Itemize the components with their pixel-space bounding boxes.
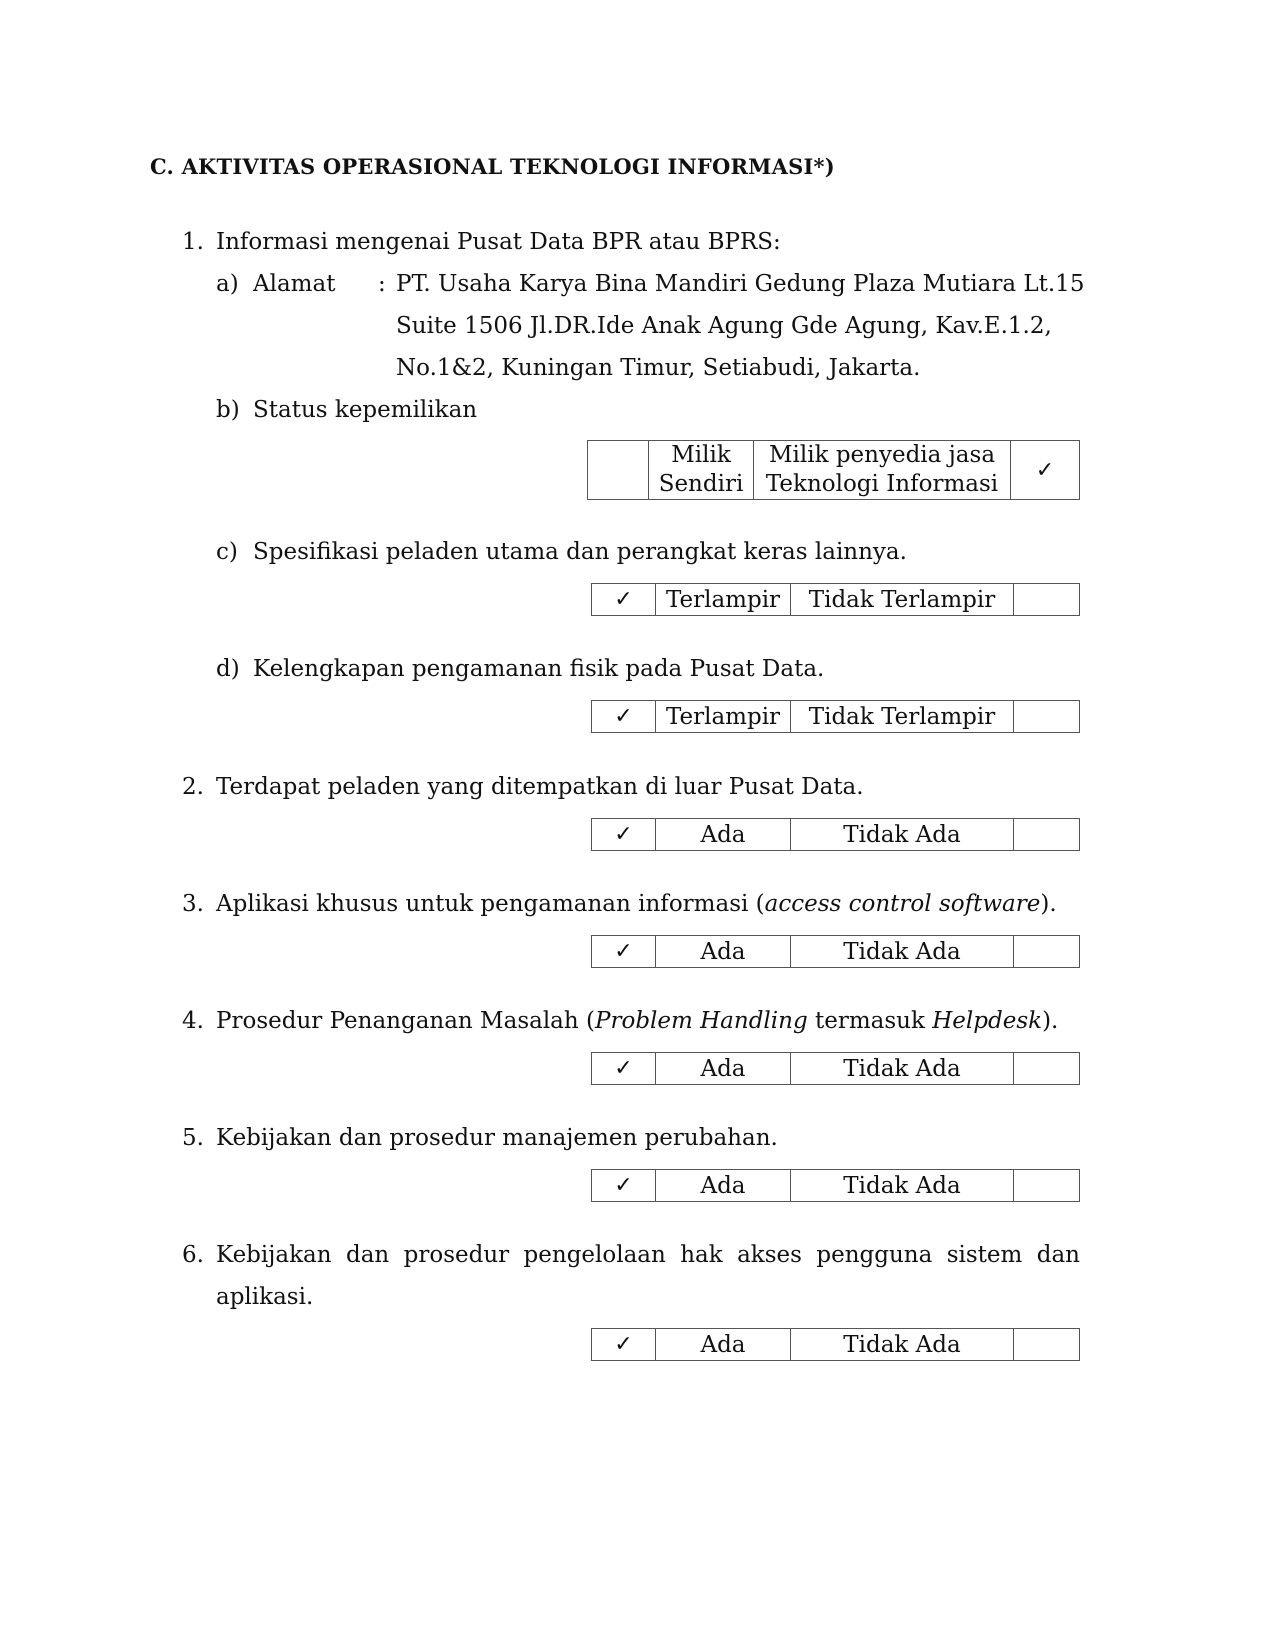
item-2-options-table <box>591 818 1080 851</box>
address-line-3: No.1&2, Kuningan Timur, Setiabudi, Jakarta. <box>396 355 921 381</box>
option-milik-penyedia <box>754 441 1011 500</box>
item-2-text: Terdapat peladen yang ditempatkan di luar Pusat Data. <box>216 774 864 800</box>
text-italic: Problem Handling <box>595 1008 808 1034</box>
item-4-text <box>216 1010 1058 1033</box>
item-1a-colon: : <box>378 271 386 297</box>
option-line: Milik <box>671 442 731 468</box>
section-heading: C. AKTIVITAS OPERASIONAL TEKNOLOGI INFORMASI*) <box>150 154 835 179</box>
item-3-number: 3. <box>182 891 204 917</box>
option-milik-sendiri <box>649 441 754 500</box>
item-6-text-line-2: aplikasi. <box>216 1284 314 1310</box>
item-6-number: 6. <box>182 1242 204 1268</box>
checkbox-tidak-terlampir[interactable] <box>1014 584 1080 616</box>
option-tidak-ada: Tidak Ada <box>791 1329 1014 1361</box>
checkbox-milik-sendiri[interactable] <box>588 441 649 500</box>
option-line: Teknologi Informasi <box>765 471 999 497</box>
checkbox-ada[interactable]: ✓ <box>592 936 656 968</box>
text-italic: Helpdesk <box>932 1008 1043 1034</box>
option-line: Milik penyedia jasa <box>768 442 996 468</box>
item-1-number: 1. <box>182 229 204 255</box>
item-3-text <box>216 893 1057 916</box>
item-1-text: Informasi mengenai Pusat Data BPR atau BPRS: <box>216 229 781 255</box>
checkbox-tidak-terlampir[interactable] <box>1014 701 1080 733</box>
item-1d-text: Kelengkapan pengamanan fisik pada Pusat Data. <box>253 656 825 682</box>
item-5-text: Kebijakan dan prosedur manajemen perubahan. <box>216 1125 778 1151</box>
text-part: ). <box>1040 891 1057 917</box>
checkbox-ada[interactable]: ✓ <box>592 1053 656 1085</box>
item-5-options-table <box>591 1169 1080 1202</box>
spec-options-table <box>591 583 1080 616</box>
item-5-number: 5. <box>182 1125 204 1151</box>
item-3-options-table <box>591 935 1080 968</box>
option-tidak-ada: Tidak Ada <box>791 1170 1014 1202</box>
option-line: Sendiri <box>658 471 744 497</box>
text-part: termasuk <box>807 1008 933 1034</box>
text-part: Aplikasi khusus untuk pengamanan informasi ( <box>216 891 765 917</box>
checkbox-milik-penyedia[interactable]: ✓ <box>1011 441 1080 500</box>
option-ada: Ada <box>656 1329 791 1361</box>
item-1a-letter: a) <box>216 271 239 297</box>
option-tidak-terlampir: Tidak Terlampir <box>791 584 1014 616</box>
checkbox-ada[interactable]: ✓ <box>592 819 656 851</box>
item-1c-letter: c) <box>216 539 238 565</box>
address-line-1: PT. Usaha Karya Bina Mandiri Gedung Plaza Mutiara Lt.15 <box>396 271 1085 297</box>
item-2-number: 2. <box>182 774 204 800</box>
option-terlampir: Terlampir <box>656 701 791 733</box>
checkbox-tidak-ada[interactable] <box>1014 936 1080 968</box>
item-6-options-table <box>591 1328 1080 1361</box>
item-6-text-line-1: Kebijakan dan prosedur pengelolaan hak akses pengguna sistem dan <box>216 1242 1080 1268</box>
item-1d-letter: d) <box>216 656 240 682</box>
checkbox-ada[interactable]: ✓ <box>592 1170 656 1202</box>
text-part: ). <box>1042 1008 1059 1034</box>
checkbox-tidak-ada[interactable] <box>1014 1329 1080 1361</box>
checkbox-ada[interactable]: ✓ <box>592 1329 656 1361</box>
option-ada: Ada <box>656 1170 791 1202</box>
physical-security-options-table <box>591 700 1080 733</box>
checkbox-tidak-ada[interactable] <box>1014 1170 1080 1202</box>
address-line-2: Suite 1506 Jl.DR.Ide Anak Agung Gde Agung, Kav.E.1.2, <box>396 313 1052 339</box>
option-tidak-ada: Tidak Ada <box>791 936 1014 968</box>
item-1c-text: Spesifikasi peladen utama dan perangkat keras lainnya. <box>253 539 907 565</box>
text-italic: access control software <box>764 891 1041 917</box>
checkbox-terlampir[interactable]: ✓ <box>592 584 656 616</box>
item-1b-letter: b) <box>216 397 240 423</box>
checkbox-terlampir[interactable]: ✓ <box>592 701 656 733</box>
item-4-number: 4. <box>182 1008 204 1034</box>
checkbox-tidak-ada[interactable] <box>1014 819 1080 851</box>
item-4-options-table <box>591 1052 1080 1085</box>
option-tidak-ada: Tidak Ada <box>791 819 1014 851</box>
checkbox-tidak-ada[interactable] <box>1014 1053 1080 1085</box>
item-1a-label: Alamat <box>253 271 336 297</box>
item-1b-text: Status kepemilikan <box>253 397 478 423</box>
option-terlampir: Terlampir <box>656 584 791 616</box>
option-ada: Ada <box>656 1053 791 1085</box>
option-ada: Ada <box>656 936 791 968</box>
option-ada: Ada <box>656 819 791 851</box>
option-tidak-ada: Tidak Ada <box>791 1053 1014 1085</box>
option-tidak-terlampir: Tidak Terlampir <box>791 701 1014 733</box>
text-part: Prosedur Penanganan Masalah ( <box>216 1008 595 1034</box>
ownership-options-table <box>587 440 1080 500</box>
